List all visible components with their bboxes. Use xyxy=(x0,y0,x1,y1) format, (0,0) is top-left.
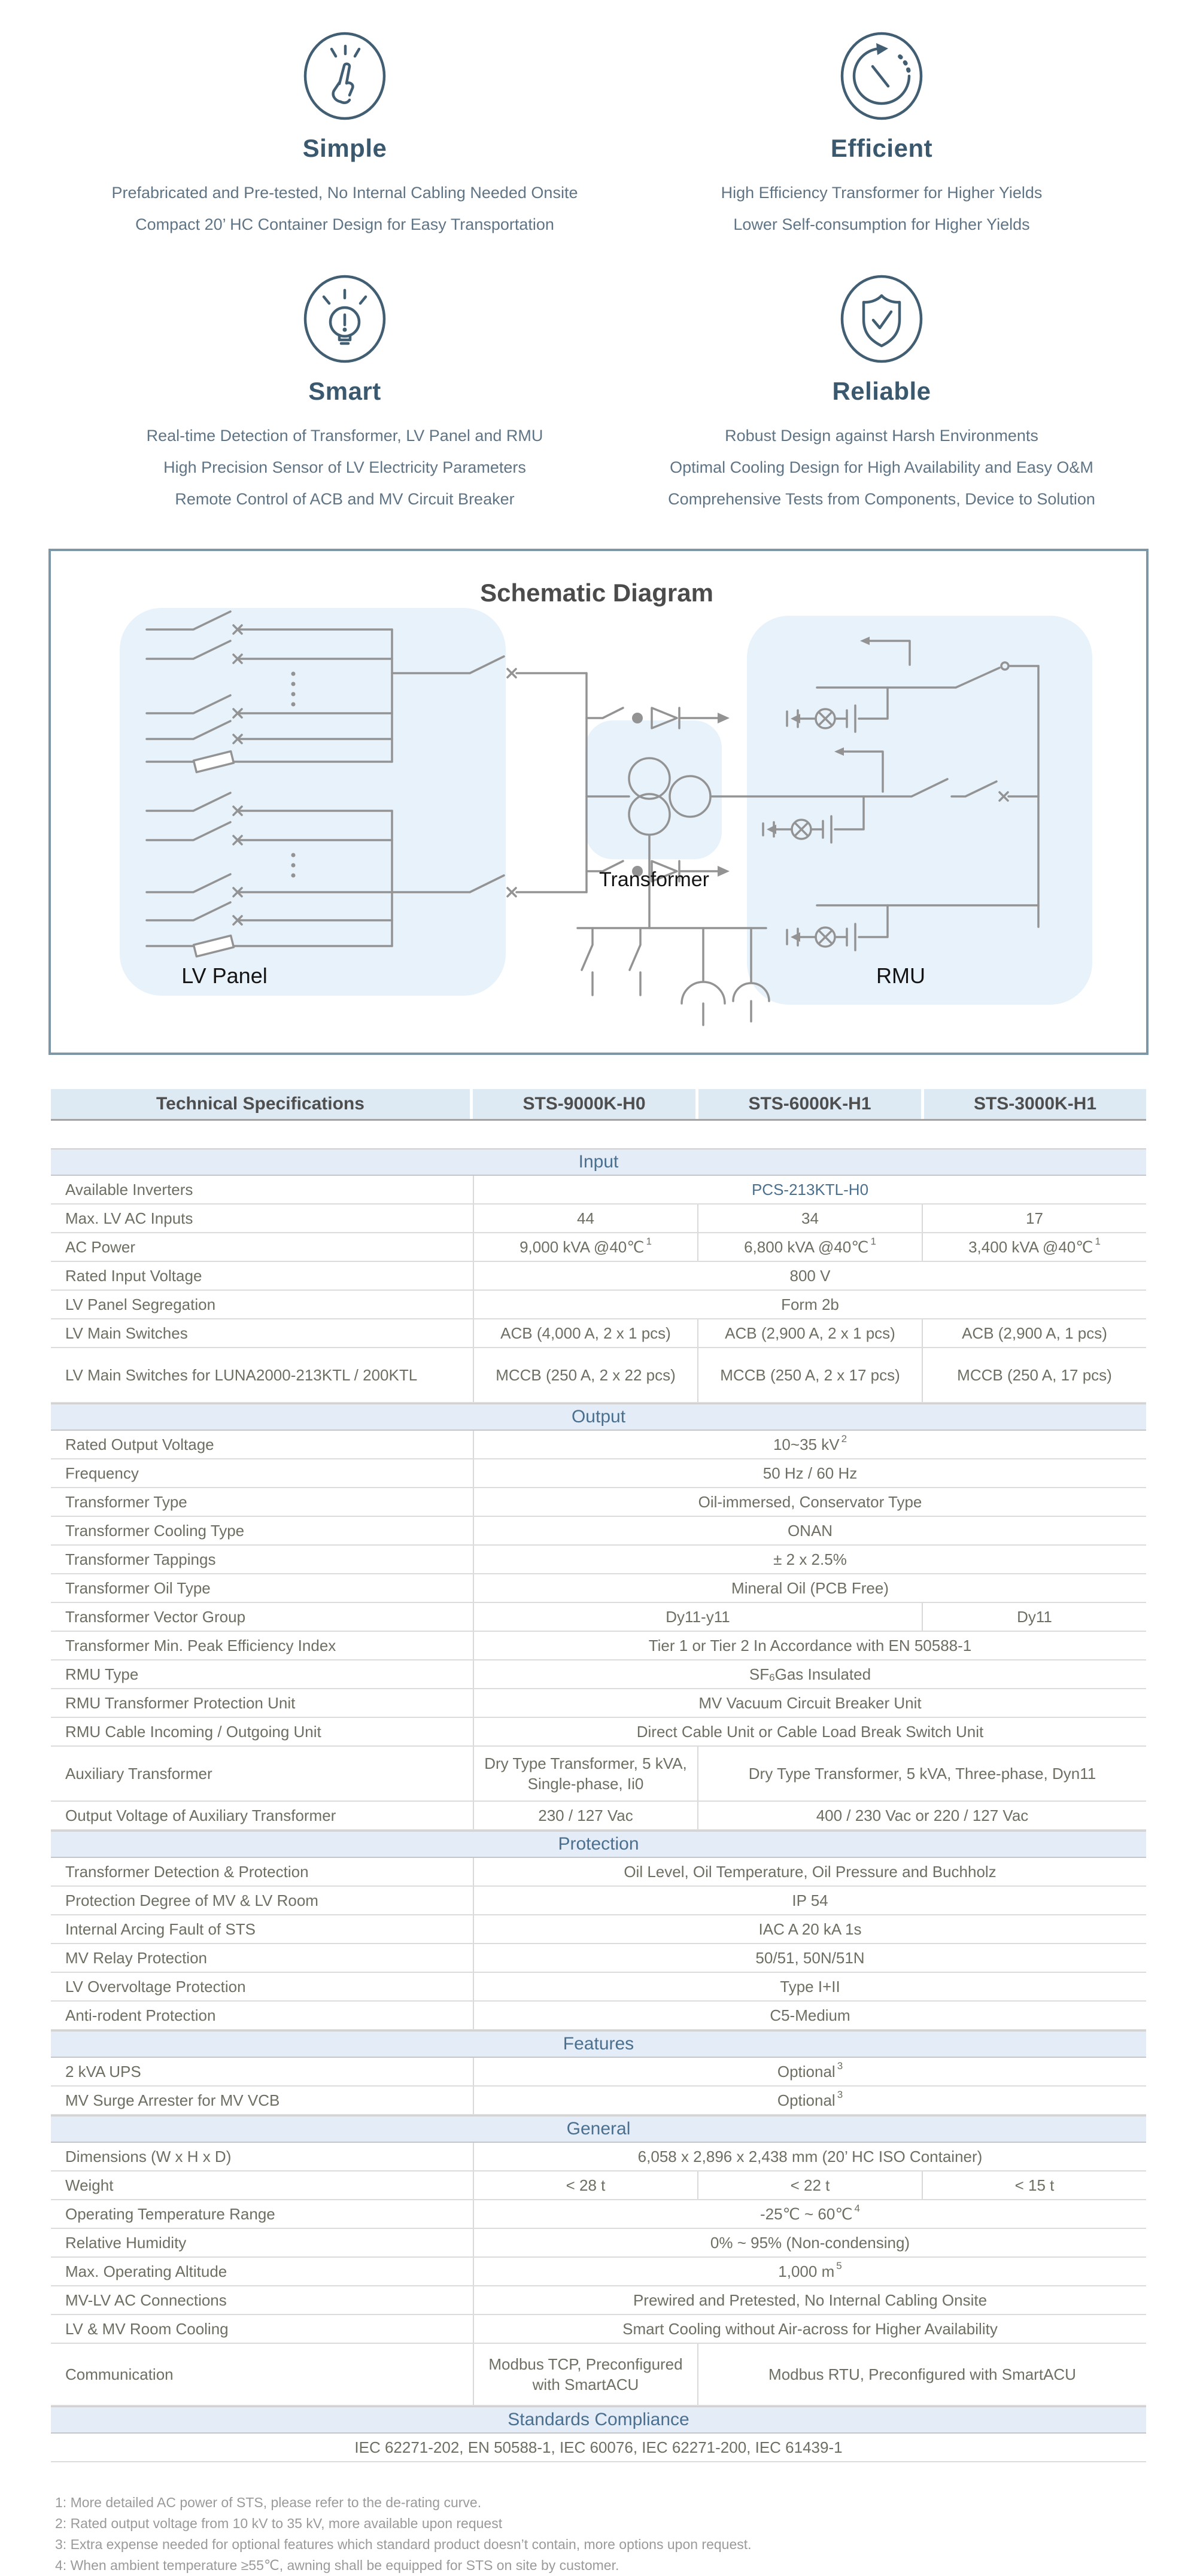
spec-row-label: Rated Input Voltage xyxy=(65,1267,202,1285)
feature-description-line: Lower Self-consumption for Higher Yields xyxy=(733,215,1030,233)
feature-description xyxy=(87,420,602,515)
spec-value: 34 xyxy=(697,1205,922,1232)
feature-title: Smart xyxy=(308,377,381,405)
feature-description xyxy=(87,177,602,241)
section-header-output: Output xyxy=(51,1403,1146,1431)
spec-row-label: Transformer Min. Peak Efficiency Index xyxy=(65,1637,336,1655)
spec-row-label: RMU Type xyxy=(65,1665,139,1683)
spec-body xyxy=(51,1148,1146,2462)
feature-description-line: High Efficiency Transformer for Higher Yields xyxy=(721,184,1043,202)
spec-row xyxy=(51,1802,1146,1830)
technical-specifications-table xyxy=(51,1089,1146,2462)
spec-row xyxy=(51,1348,1146,1403)
spec-value: Tier 1 or Tier 2 In Accordance with EN 50588-1 xyxy=(473,1632,1146,1659)
spec-row-label: Weight xyxy=(65,2176,114,2194)
spec-row xyxy=(51,1262,1146,1291)
spec-row-label: LV Main Switches xyxy=(65,1324,188,1342)
feature-smart xyxy=(87,274,602,515)
spec-row xyxy=(51,2087,1146,2115)
spec-value: 50/51, 50N/51N xyxy=(473,1944,1146,1972)
spec-row xyxy=(51,2002,1146,2030)
spec-value: 6,800 kVA @40℃ $^1$ xyxy=(697,1233,922,1261)
spec-row-label: Transformer Type xyxy=(65,1493,187,1511)
model-column-header: STS-3000K-H1 xyxy=(924,1089,1146,1119)
spec-value: Dy11-y11 xyxy=(473,1603,922,1631)
feature-description-line: Remote Control of ACB and MV Circuit Breaker xyxy=(175,490,515,508)
spec-value: 9,000 kVA @40℃ $^1$ xyxy=(473,1233,697,1261)
model-column-header: STS-6000K-H1 xyxy=(698,1089,921,1119)
spec-value: ONAN xyxy=(473,1517,1146,1544)
section-header-input: Input xyxy=(51,1148,1146,1176)
feature-highlights xyxy=(0,0,1197,515)
spec-row xyxy=(51,1718,1146,1747)
spec-row-label: 2 kVA UPS xyxy=(65,2063,141,2081)
feature-title: Reliable xyxy=(832,377,931,405)
rmu-label: RMU xyxy=(876,963,925,988)
spec-value: 6,058 x 2,896 x 2,438 mm (20’ HC ISO Container) xyxy=(473,2143,1146,2170)
spec-value: 800 V xyxy=(473,1262,1146,1289)
spec-value: Dry Type Transformer, 5 kVA, Single-phase, Ii0 xyxy=(473,1747,697,1801)
schematic-diagram xyxy=(48,549,1149,1055)
spec-row-label: Available Inverters xyxy=(65,1181,193,1199)
spec-row-label: Auxiliary Transformer xyxy=(65,1765,212,1783)
spec-header-label: Technical Specifications xyxy=(51,1089,470,1119)
spec-value: IAC A 20 kA 1s xyxy=(473,1915,1146,1943)
spec-value: Optional $^3$ xyxy=(473,2058,1146,2085)
spec-row xyxy=(51,1233,1146,1262)
spec-value: Prewired and Pretested, No Internal Cabling Onsite xyxy=(473,2286,1146,2314)
spec-row xyxy=(51,2344,1146,2406)
spec-row-label: Transformer Cooling Type xyxy=(65,1522,245,1540)
spec-row xyxy=(51,1176,1146,1205)
spec-row xyxy=(51,1689,1146,1718)
spec-row xyxy=(51,2143,1146,2171)
spec-header xyxy=(51,1089,1146,1121)
feature-description xyxy=(624,420,1139,515)
spec-value: ACB (2,900 A, 2 x 1 pcs) xyxy=(697,1319,922,1347)
spec-value: C5-Medium xyxy=(473,2002,1146,2029)
spec-row-label: LV & MV Room Cooling xyxy=(65,2320,229,2338)
spec-value: < 28 t xyxy=(473,2171,697,2199)
spec-value: MCCB (250 A, 2 x 22 pcs) xyxy=(473,1348,697,1402)
spec-value: Mineral Oil (PCB Free) xyxy=(473,1574,1146,1602)
spec-value: Modbus TCP, Preconfigured with SmartACU xyxy=(473,2344,697,2405)
spec-row xyxy=(51,1915,1146,1944)
spec-row-label: RMU Cable Incoming / Outgoing Unit xyxy=(65,1723,321,1741)
schematic-svg xyxy=(51,551,1146,1053)
spec-value: 10~35 kV $^2$ xyxy=(473,1431,1146,1458)
transformer-label: Transformer xyxy=(599,868,709,891)
spec-value: PCS-213KTL-H0 xyxy=(473,1176,1146,1203)
spec-value: 44 xyxy=(473,1205,697,1232)
model-column-header: STS-9000K-H0 xyxy=(473,1089,695,1119)
feature-reliable xyxy=(624,274,1139,515)
spec-row-label: MV Relay Protection xyxy=(65,1949,207,1967)
feature-description-line: Comprehensive Tests from Components, Device to Solution xyxy=(668,490,1095,508)
snap-fingers-icon xyxy=(300,31,390,121)
spec-row xyxy=(51,1603,1146,1632)
spec-value: IP 54 xyxy=(473,1887,1146,1914)
spec-row-label: Transformer Oil Type xyxy=(65,1579,211,1597)
spec-value: Dy11 xyxy=(922,1603,1146,1631)
spec-row xyxy=(51,2258,1146,2286)
feature-description xyxy=(624,177,1139,241)
spec-row xyxy=(51,2200,1146,2229)
spec-value: MCCB (250 A, 2 x 17 pcs) xyxy=(697,1348,922,1402)
spec-row xyxy=(51,2434,1146,2462)
spec-row-label: Anti-rodent Protection xyxy=(65,2006,216,2024)
spec-row xyxy=(51,1660,1146,1689)
lv-panel-label: LV Panel xyxy=(181,963,268,988)
spec-row xyxy=(51,2058,1146,2087)
spec-row-label: MV-LV AC Connections xyxy=(65,2291,227,2309)
spec-row xyxy=(51,1205,1146,1233)
spec-value: 0% ~ 95% (Non-condensing) xyxy=(473,2229,1146,2256)
spec-row xyxy=(51,1747,1146,1802)
spec-value: 230 / 127 Vac xyxy=(473,1802,697,1829)
spec-value: 400 / 230 Vac or 220 / 127 Vac xyxy=(697,1802,1146,1829)
footnote-line: 3: Extra expense needed for optional features which standard product doesn’t contain, more options upon request. xyxy=(55,2537,752,2552)
feature-simple xyxy=(87,31,602,241)
feature-description-line: Compact 20’ HC Container Design for Easy Transportation xyxy=(135,215,554,233)
footnote-line: 1: More detailed AC power of STS, please refer to the de-rating curve. xyxy=(55,2495,482,2510)
footnote-line: 4: When ambient temperature ≥55℃, awning shall be equipped for STS on site by customer. xyxy=(55,2557,619,2573)
clock-efficiency-icon xyxy=(837,31,926,121)
spec-value: Oil-immersed, Conservator Type xyxy=(473,1488,1146,1516)
feature-description-line: Optimal Cooling Design for High Availability and Easy O&M xyxy=(670,458,1093,476)
spec-value: Modbus RTU, Preconfigured with SmartACU xyxy=(697,2344,1146,2405)
spec-row-label: Communication xyxy=(65,2365,174,2383)
spec-row xyxy=(51,1887,1146,1915)
spec-row xyxy=(51,2315,1146,2344)
shield-check-icon xyxy=(837,274,926,364)
spec-row-label: LV Main Switches for LUNA2000-213KTL / 200KTL xyxy=(65,1366,418,1384)
spec-row-label: LV Overvoltage Protection xyxy=(65,1978,246,1996)
spec-row xyxy=(51,1517,1146,1546)
spec-row-label: Operating Temperature Range xyxy=(65,2205,275,2223)
spec-value: 50 Hz / 60 Hz xyxy=(473,1459,1146,1487)
spec-row xyxy=(51,1459,1146,1488)
spec-value: Oil Level, Oil Temperature, Oil Pressure and Buchholz xyxy=(473,1858,1146,1885)
spec-row-label: Transformer Vector Group xyxy=(65,1608,246,1626)
section-header-features: Features xyxy=(51,2030,1146,2058)
spec-row-label: Output Voltage of Auxiliary Transformer xyxy=(65,1806,336,1824)
spec-value: < 15 t xyxy=(922,2171,1146,2199)
spec-row-label: Relative Humidity xyxy=(65,2234,187,2252)
spec-row-label: RMU Transformer Protection Unit xyxy=(65,1694,296,1712)
spec-row-label: Protection Degree of MV & LV Room xyxy=(65,1891,318,1909)
spec-row xyxy=(51,1431,1146,1459)
section-header-standards-compliance: Standards Compliance xyxy=(51,2406,1146,2434)
spec-row-label: Max. LV AC Inputs xyxy=(65,1209,193,1227)
spec-value: < 22 t xyxy=(697,2171,922,2199)
spec-value: ACB (2,900 A, 1 pcs) xyxy=(922,1319,1146,1347)
feature-title: Efficient xyxy=(830,134,933,162)
lv-panel-highlight xyxy=(120,608,506,996)
spec-row-label: Transformer Detection & Protection xyxy=(65,1863,309,1881)
lightbulb-icon xyxy=(300,274,390,364)
spec-row xyxy=(51,1319,1146,1348)
section-header-protection: Protection xyxy=(51,1830,1146,1858)
spec-value: MCCB (250 A, 17 pcs) xyxy=(922,1348,1146,1402)
spec-row-label: LV Panel Segregation xyxy=(65,1295,216,1313)
spec-row xyxy=(51,1858,1146,1887)
feature-description-line: Robust Design against Harsh Environments xyxy=(725,427,1038,445)
feature-description-line: Prefabricated and Pre-tested, No Internal Cabling Needed Onsite xyxy=(111,184,578,202)
spec-row-label: Dimensions (W x H x D) xyxy=(65,2148,232,2166)
transformer-highlight xyxy=(585,720,722,859)
schematic-title: Schematic Diagram xyxy=(480,579,713,607)
spec-value: Type I+II xyxy=(473,1973,1146,2000)
spec-row xyxy=(51,1944,1146,1973)
spec-value: SF $_6$ Gas Insulated xyxy=(473,1660,1146,1688)
spec-row xyxy=(51,1488,1146,1517)
spec-row xyxy=(51,1546,1146,1574)
feature-description-line: High Precision Sensor of LV Electricity Parameters xyxy=(163,458,526,476)
spec-row-label: Internal Arcing Fault of STS xyxy=(65,1920,256,1938)
spec-value: Smart Cooling without Air-across for Higher Availability xyxy=(473,2315,1146,2343)
spec-value: Optional $^3$ xyxy=(473,2087,1146,2114)
spec-value: 1,000 m $^5$ xyxy=(473,2258,1146,2285)
section-header-general: General xyxy=(51,2115,1146,2143)
spec-row xyxy=(51,1973,1146,2002)
spec-row-label: AC Power xyxy=(65,1238,136,1256)
spec-row-label: Transformer Tappings xyxy=(65,1550,216,1568)
spec-row xyxy=(51,2286,1146,2315)
feature-description-line: Real-time Detection of Transformer, LV Panel and RMU xyxy=(146,427,543,445)
rmu-highlight xyxy=(747,616,1092,1005)
spec-value: 17 xyxy=(922,1205,1146,1232)
spec-row xyxy=(51,2229,1146,2258)
footnotes xyxy=(55,2492,1197,2576)
spec-value: ACB (4,000 A, 2 x 1 pcs) xyxy=(473,1319,697,1347)
footnote-line: 2: Rated output voltage from 10 kV to 35 kV, more available upon request xyxy=(55,2516,503,2531)
spec-row xyxy=(51,1574,1146,1603)
spec-row-label: Max. Operating Altitude xyxy=(65,2262,227,2280)
spec-value: Dry Type Transformer, 5 kVA, Three-phase, Dyn11 xyxy=(697,1747,1146,1801)
feature-efficient xyxy=(624,31,1139,241)
spec-value: 3,400 kVA @40℃ $^1$ xyxy=(922,1233,1146,1261)
spec-value: Form 2b xyxy=(473,1291,1146,1318)
spec-row-label: MV Surge Arrester for MV VCB xyxy=(65,2091,280,2109)
spec-row-label: Rated Output Voltage xyxy=(65,1435,214,1453)
feature-row xyxy=(0,31,1197,241)
feature-title: Simple xyxy=(302,134,387,162)
spec-value: MV Vacuum Circuit Breaker Unit xyxy=(473,1689,1146,1717)
feature-row xyxy=(0,274,1197,515)
spec-row xyxy=(51,2171,1146,2200)
spec-row xyxy=(51,1291,1146,1319)
spec-value: IEC 62271-202, EN 50588-1, IEC 60076, IEC 62271-200, IEC 61439-1 xyxy=(354,2438,843,2456)
spec-value: Direct Cable Unit or Cable Load Break Switch Unit xyxy=(473,1718,1146,1745)
spec-value: ± 2 x 2.5% xyxy=(473,1546,1146,1573)
spec-row-label: Frequency xyxy=(65,1464,139,1482)
spec-row xyxy=(51,1632,1146,1660)
spec-value: -25℃ ~ 60℃ $^4$ xyxy=(473,2200,1146,2228)
